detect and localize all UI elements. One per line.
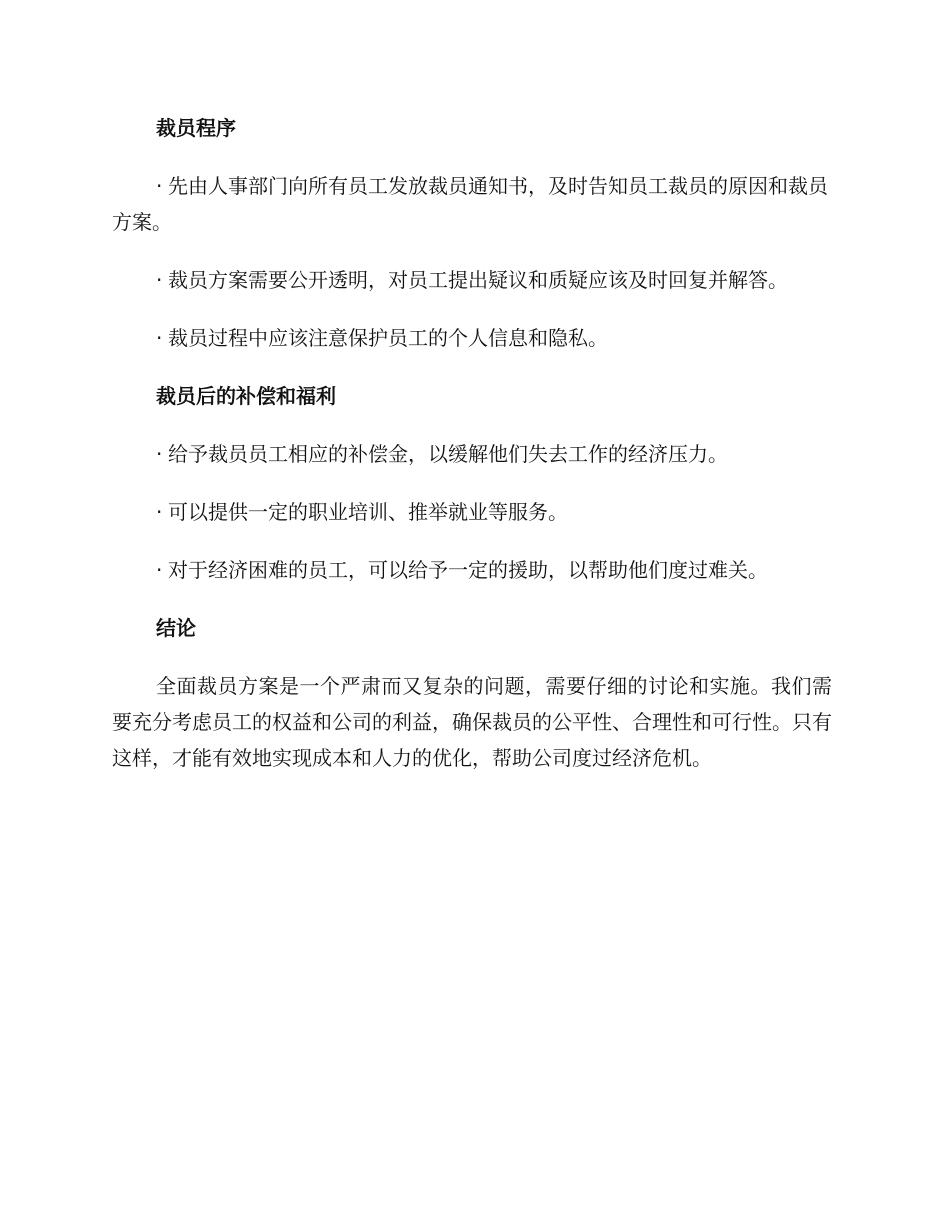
bullet-text: 给予裁员员工相应的补偿金，以缓解他们失去工作的经济压力。 (168, 442, 728, 466)
section-heading-compensation: 裁员后的补偿和福利 (156, 384, 336, 408)
bullet-item (112, 320, 832, 356)
bullet-dot: · (156, 326, 163, 350)
bullet-text: 对于经济困难的员工，可以给予一定的援助，以帮助他们度过难关。 (168, 558, 768, 582)
bullet-dot: · (156, 558, 163, 582)
bullet-dot: · (156, 174, 163, 198)
bullet-item (112, 436, 832, 472)
bullet-dot: · (156, 268, 163, 292)
conclusion-paragraph: 全面裁员方案是一个严肃而又复杂的问题，需要仔细的讨论和实施。我们需要充分考虑员工的权益和公司的利益，确保裁员的公平性、合理性和可行性。只有这样，才能有效地实现成本和人力的优化，帮助公司度过经济危机。 (112, 674, 832, 770)
bullet-dot: · (156, 500, 163, 524)
bullet-text: 可以提供一定的职业培训、推举就业等服务。 (168, 500, 568, 524)
bullet-dot: · (156, 442, 163, 466)
bullet-item (112, 494, 832, 530)
section-heading-conclusion: 结论 (156, 616, 196, 640)
bullet-text: 裁员过程中应该注意保护员工的个人信息和隐私。 (168, 326, 608, 350)
document-body (112, 110, 832, 798)
bullet-item (112, 168, 832, 240)
bullet-item (112, 262, 832, 298)
bullet-text: 裁员方案需要公开透明，对员工提出疑议和质疑应该及时回复并解答。 (168, 268, 788, 292)
bullet-text: 先由人事部门向所有员工发放裁员通知书，及时告知员工裁员的原因和裁员方案。 (112, 174, 828, 234)
section-heading-layoff-procedure: 裁员程序 (156, 116, 236, 140)
bullet-item (112, 552, 832, 588)
